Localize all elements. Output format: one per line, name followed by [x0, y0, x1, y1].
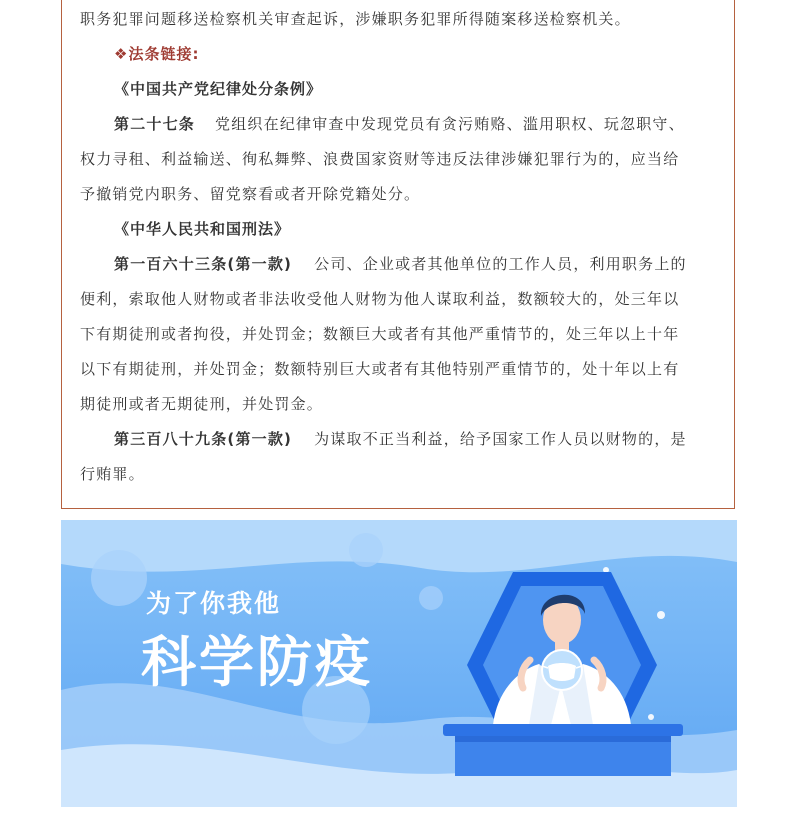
bubble	[419, 586, 443, 610]
bubble	[349, 533, 383, 567]
paragraph-line: 权力寻租、利益输送、徇私舞弊、浪费国家资财等违反法律涉嫌犯罪行为的，应当给	[80, 150, 680, 168]
law-title-discipline: 《中国共产党纪律处分条例》	[114, 80, 323, 98]
article-box	[61, 0, 735, 509]
desk-top	[443, 724, 683, 736]
diamond-icon: ❖	[114, 45, 129, 63]
section-heading-text: 法条链接:	[128, 45, 200, 63]
paragraph-line: 下有期徒刑或者拘役，并处罚金；数额巨大或者有其他严重情节的，处三年以上十年	[80, 325, 680, 343]
paragraph-line: 第二十七条 党组织在纪律审查中发现党员有贪污贿赂、滥用职权、玩忽职守、	[114, 115, 685, 133]
paragraph-line: 第三百八十九条(第一款) 为谋取不正当利益，给予国家工作人员以财物的，是	[114, 430, 687, 448]
mask-icon	[548, 663, 576, 681]
law-title-criminal: 《中华人民共和国刑法》	[114, 220, 291, 238]
paragraph-line: 予撤销党内职务、留党察看或者开除党籍处分。	[80, 185, 421, 203]
paragraph-line: 第一百六十三条(第一款) 公司、企业或者其他单位的工作人员，利用职务上的	[114, 255, 687, 273]
banner-title: 科学防疫	[141, 630, 374, 694]
paragraph-line: 行贿罪。	[80, 465, 145, 483]
paragraph-line: 以下有期徒刑，并处罚金；数额特别巨大或者有其他特别严重情节的，处十年以上有	[80, 360, 680, 378]
paragraph-line: 便利，索取他人财物或者非法收受他人财物为他人谋取利益，数额较大的，处三年以	[80, 290, 680, 308]
article-number: 第三百八十九条(第一款)	[114, 430, 293, 448]
paragraph-line: 期徒刑或者无期徒刑，并处罚金。	[80, 395, 324, 413]
article-number: 第一百六十三条(第一款)	[114, 255, 293, 273]
bubble	[91, 550, 147, 606]
sparkle	[648, 714, 654, 720]
article-number: 第二十七条	[114, 115, 196, 133]
sparkle	[657, 611, 665, 619]
banner-subtitle: 为了你我他	[146, 589, 282, 618]
section-heading	[114, 43, 199, 64]
paragraph-line: 职务犯罪问题移送检察机关审查起诉，涉嫌职务犯罪所得随案移送检察机关。	[80, 10, 631, 28]
epidemic-banner	[61, 520, 737, 807]
